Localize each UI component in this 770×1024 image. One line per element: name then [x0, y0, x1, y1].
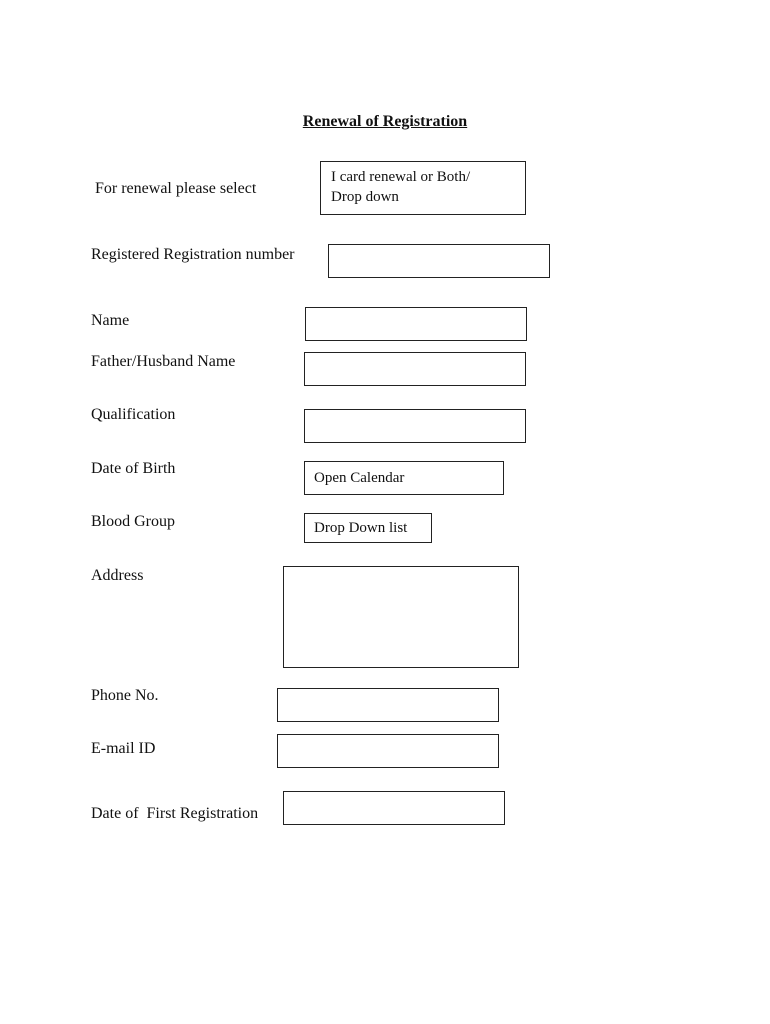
address-textarea[interactable] — [283, 566, 519, 668]
first-registration-date-label: Date of First Registration — [91, 805, 259, 822]
email-label: E-mail ID — [91, 740, 156, 757]
qualification-input[interactable] — [304, 409, 526, 443]
blood-group-placeholder: Drop Down list — [314, 520, 408, 536]
name-input[interactable] — [305, 307, 527, 341]
renewal-type-line-2: Drop down — [331, 189, 399, 205]
phone-input[interactable] — [277, 688, 499, 722]
email-input[interactable] — [277, 734, 499, 768]
address-label: Address — [91, 567, 144, 584]
renewal-type-line-1: I card renewal or Both/ — [331, 169, 471, 185]
registration-number-input[interactable] — [328, 244, 550, 278]
page-title: Renewal of Registration — [302, 113, 468, 130]
father-husband-name-label: Father/Husband Name — [91, 353, 236, 370]
first-registration-date-input[interactable] — [283, 791, 505, 825]
name-label: Name — [91, 312, 130, 329]
registration-number-label: Registered Registration number — [91, 246, 295, 263]
date-of-birth-placeholder: Open Calendar — [314, 470, 405, 486]
renewal-type-dropdown[interactable] — [320, 161, 526, 215]
date-of-birth-calendar-field[interactable] — [304, 461, 504, 495]
date-of-birth-label: Date of Birth — [91, 460, 176, 477]
phone-label: Phone No. — [91, 687, 159, 704]
blood-group-label: Blood Group — [91, 513, 175, 530]
father-husband-name-input[interactable] — [304, 352, 526, 386]
qualification-label: Qualification — [91, 406, 176, 423]
renewal-type-dropdown-text — [331, 167, 470, 207]
renewal-select-label: For renewal please select — [95, 180, 257, 197]
blood-group-dropdown[interactable] — [304, 513, 432, 543]
